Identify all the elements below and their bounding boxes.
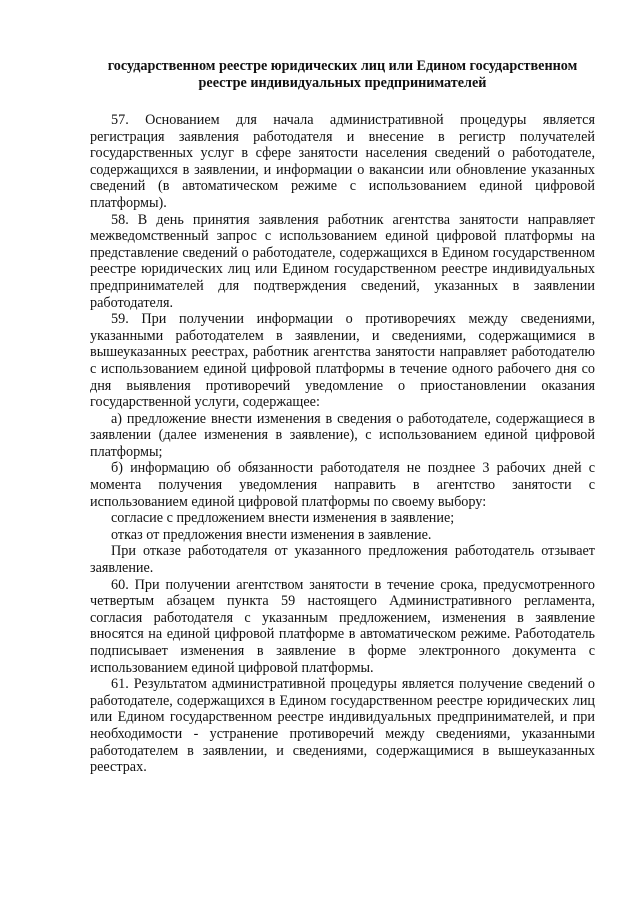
paragraph-59-option-consent: согласие с предложением внести изменения в заявление;: [111, 510, 455, 527]
section-heading-line-2: реестре индивидуальных предпринимателей: [198, 75, 487, 91]
section-heading-line-1: государственном реестре юридических лиц или Едином государственном: [107, 58, 578, 74]
paragraph-58: 58. В день принятия заявления работник агентства занятости направляет межведомственный запрос с использованием единой цифровой платформы на представление сведений о работодателе, содержащихся в Едином государственном реестре юридических лиц или Едином государственном реестре индивидуальных предпринимателей для подтверждения сведений, указанных в заявлении работодателя.: [90, 211, 595, 311]
paragraph-59-item-b: б) информацию об обязанности работодателя не позднее 3 рабочих дней с момента получения уведомления направить в агентство занятости с использованием единой цифровой платформы по своему выбору:: [90, 460, 595, 510]
paragraph-59: 59. При получении информации о противоречиях между сведениями, указанными работодателем в заявлении, и сведениями, содержащимися в вышеуказанных реестрах, работник агентства занятости направляет работодателю с использованием единой цифровой платформы в течение одного рабочего дня со дня выявления противоречий уведомление о приостановлении оказания государственной услуги, содержащее:: [90, 311, 595, 411]
paragraph-59-refusal-consequence: При отказе работодателя от указанного предложения работодатель отзывает заявление.: [90, 543, 595, 577]
paragraph-59-item-a: а) предложение внести изменения в сведения о работодателе, содержащиеся в заявлении (далее изменения в заявление), с использованием единой цифровой платформы;: [90, 410, 595, 460]
paragraph-59-option-refusal: отказ от предложения внести изменения в заявление.: [111, 526, 432, 543]
section-heading: [90, 58, 595, 92]
paragraph-57: 57. Основанием для начала административной процедуры является регистрация заявления работодателя и внесение в регистр получателей государственных услуг в сфере занятости населения сведений о работодателе, содержащихся в заявлении, и информации о вакансии или обновление указанных сведений (в автоматическом режиме с использованием единой цифровой платформы).: [90, 112, 595, 211]
document-page: [90, 58, 595, 776]
paragraph-61: 61. Результатом административной процедуры является получение сведений о работодателе, содержащихся в Едином государственном реестре юридических лиц или Едином государственном реестре индивидуальных предпринимателей, и при необходимости - устранение противоречий между сведениями, указанными работодателем в заявлении, и сведениями, содержащимися в вышеуказанных реестрах.: [90, 676, 595, 776]
paragraph-60: 60. При получении агентством занятости в течение срока, предусмотренного четвертым абзацем пункта 59 настоящего Административного регламента, согласия работодателя с указанным предложением, изменения в заявление вносятся на единой цифровой платформе в автоматическом режиме. Работодатель подписывает изменения в заявление в форме электронного документа с использованием единой цифровой платформы.: [90, 576, 595, 676]
